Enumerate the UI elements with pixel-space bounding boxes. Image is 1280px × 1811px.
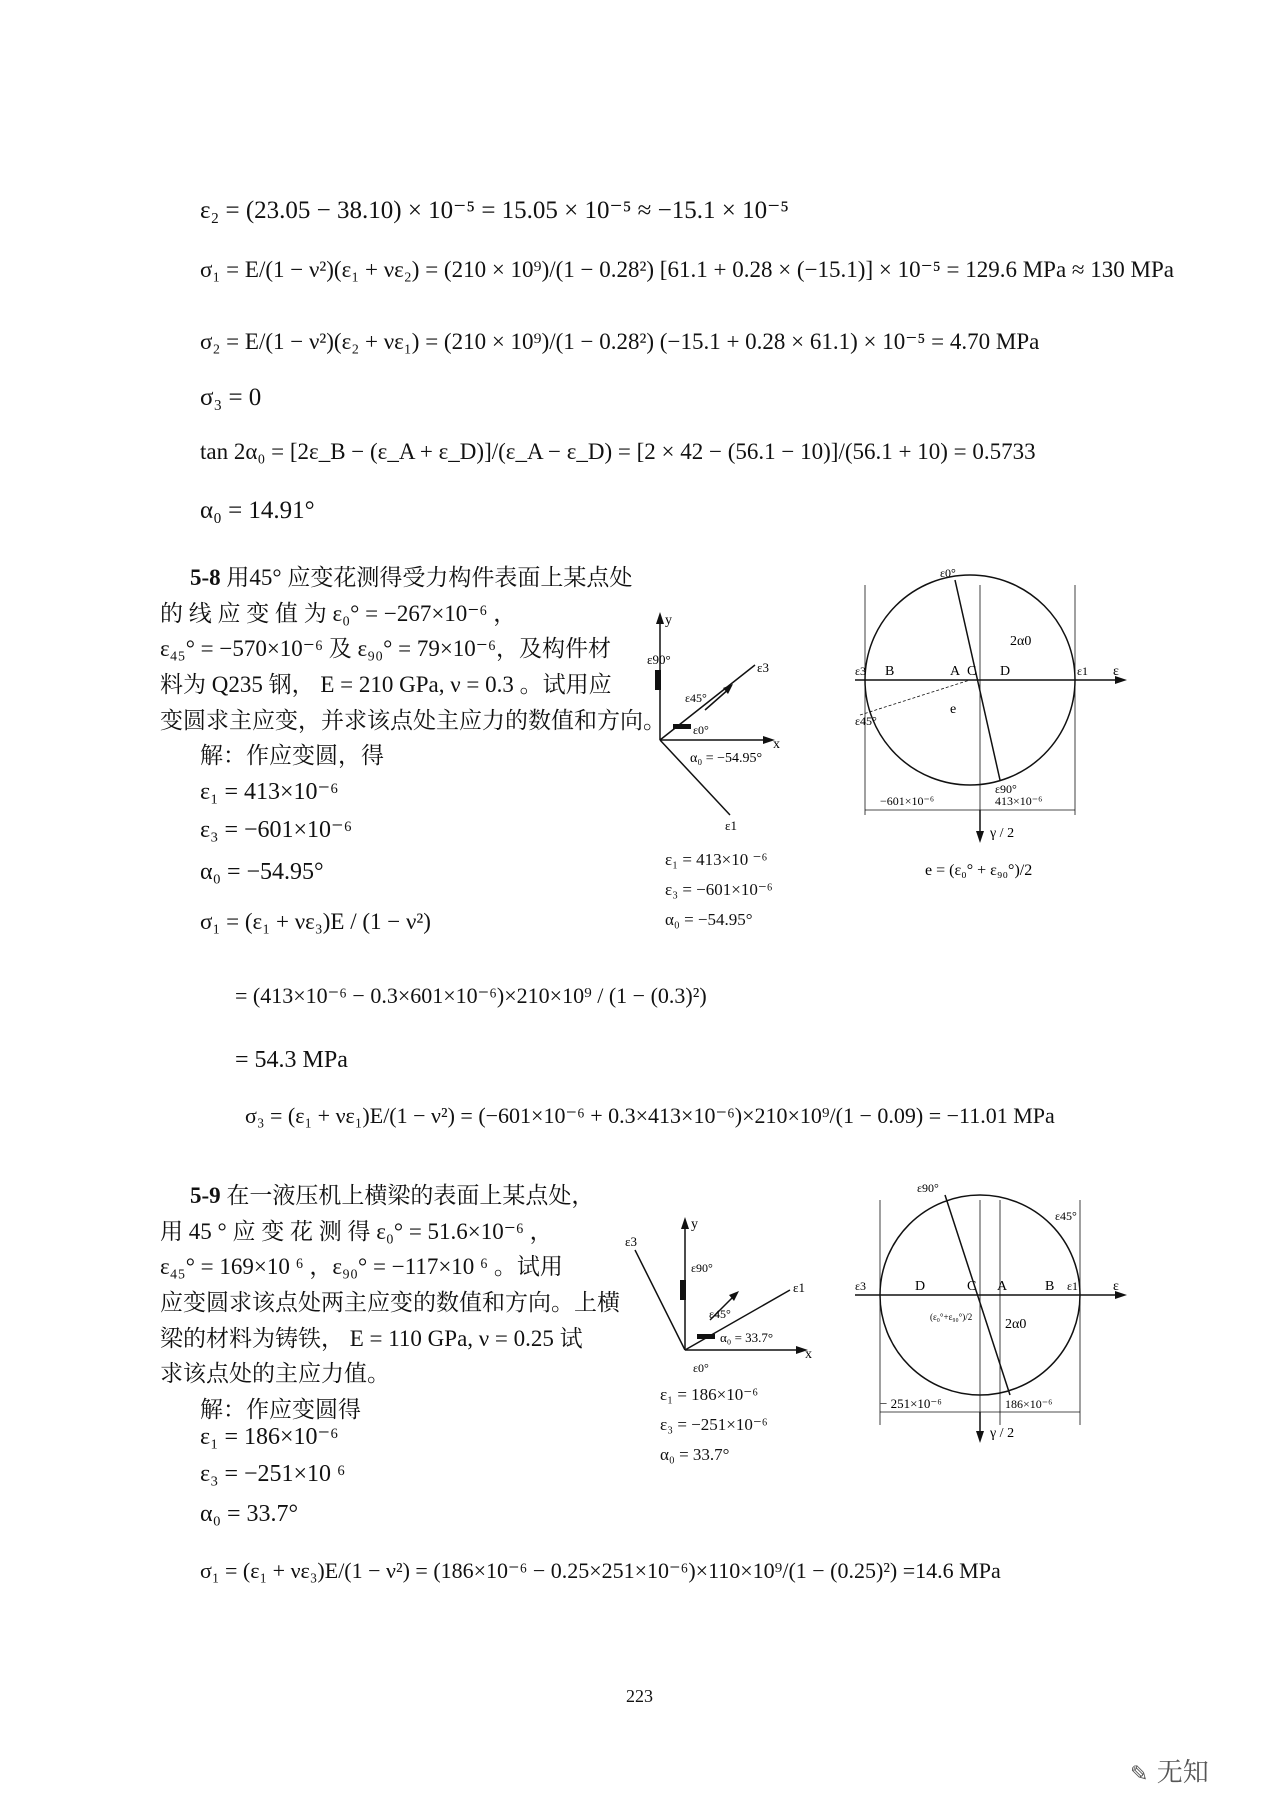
text-line: 在一液压机上横梁的表面上某点处， bbox=[226, 1183, 595, 1208]
label-e45: ε45° bbox=[1055, 1209, 1077, 1223]
label-2alpha: 2α0 bbox=[1005, 1317, 1027, 1332]
e0-gauge bbox=[697, 1334, 715, 1339]
dim-186: 186×10⁻⁶ bbox=[1005, 1397, 1053, 1411]
text-line: 的 线 应 变 值 为 ε₀° = −267×10⁻⁶ ， bbox=[160, 600, 517, 626]
figure-5-9-mohr-circle bbox=[855, 1180, 1135, 1450]
label-e: e bbox=[950, 702, 957, 717]
e90-gauge bbox=[655, 670, 661, 690]
eq-alpha0: α₀ = 14.91° bbox=[200, 497, 315, 524]
label-A: A bbox=[997, 1279, 1008, 1294]
label-gamma: γ / 2 bbox=[990, 826, 1015, 841]
e3-axis bbox=[635, 1250, 685, 1350]
label-e0: ε0° bbox=[940, 566, 956, 580]
sigma1-line: σ₁ = (ε₁ + νε₃)E/(1 − ν²) = (186×10⁻⁶ − 0.25×251×10⁻⁶)×110×10⁹/(1 − (0.25)²) =14.6 MPa bbox=[200, 1558, 1001, 1583]
label-B: B bbox=[885, 664, 895, 679]
sigma1-formula: σ₁ = (ε₁ + νε₃)E / (1 − ν²) bbox=[200, 909, 431, 934]
text-line: 变圆求主应变，并求该点处主应力的数值和方向。 bbox=[160, 707, 666, 733]
text-line: 用45° 应变花测得受力构件表面上某点处 bbox=[226, 565, 633, 590]
page-number: 223 bbox=[626, 1686, 653, 1706]
label-A: A bbox=[950, 664, 961, 679]
e90-gauge bbox=[680, 1280, 686, 1300]
label-e90: ε90° bbox=[691, 1261, 713, 1275]
label-e1: ε1 bbox=[1077, 664, 1089, 678]
text-line: 料为 Q235 钢， E = 210 GPa, ν = 0.3 。试用应 bbox=[160, 671, 612, 697]
eq-sigma3: σ₃ = 0 bbox=[200, 384, 262, 411]
label-C: C bbox=[967, 1279, 977, 1294]
label-epsilon: ε bbox=[1113, 1279, 1119, 1294]
fig-5-9-result-alpha: α₀ = 33.7° bbox=[660, 1445, 730, 1464]
fig-5-8-result-e3: ε₃ = −601×10⁻⁶ bbox=[665, 880, 773, 899]
fig-5-8-result-e1: ε₁ = 413×10 ⁻⁶ bbox=[665, 850, 768, 869]
alpha-label: α₀ = 33.7° bbox=[720, 1330, 774, 1345]
y-arrowhead bbox=[681, 1217, 689, 1229]
problem-number: 5-8 bbox=[190, 565, 221, 590]
eq-epsilon2: ε₂ = (23.05 − 38.10) × 10⁻⁵ = 15.05 × 10⁻⁵ ≈ −15.1 × 10⁻⁵ bbox=[200, 197, 790, 224]
label-e1: ε1 bbox=[793, 1280, 805, 1295]
label-e3: ε3 bbox=[757, 660, 769, 675]
fig-5-9-result-e1: ε₁ = 186×10⁻⁶ bbox=[660, 1385, 759, 1404]
eq-sigma2: σ₂ = E/(1 − ν²)(ε₂ + νε₁) = (210 × 10⁹)/(1 − 0.28²) (−15.1 + 0.28 × 61.1) × 10⁻⁵ = 4.70 MPa bbox=[200, 329, 1040, 354]
sigma1-substitution: = (413×10⁻⁶ − 0.3×601×10⁻⁶)×210×10⁹ / (1 − (0.3)²) bbox=[235, 983, 707, 1008]
label-center-formula: (ε₀°+ε₉₀°)/2 bbox=[930, 1312, 973, 1322]
label-e1: ε1 bbox=[1067, 1279, 1079, 1293]
result-e1: ε₁ = 413×10⁻⁶ bbox=[200, 779, 339, 805]
result-alpha0: α₀ = 33.7° bbox=[200, 1501, 299, 1527]
text-line: 用 45 ° 应 变 花 测 得 ε₀° = 51.6×10⁻⁶ ， bbox=[160, 1218, 553, 1244]
label-e90: ε90° bbox=[647, 652, 671, 667]
text-line: 梁的材料为铸铁， E = 110 GPa, ν = 0.25 试 bbox=[160, 1325, 583, 1351]
solution-label: 解：作应变圆得 bbox=[200, 1396, 361, 1422]
text-line: 求该点处的主应力值。 bbox=[160, 1361, 390, 1387]
label-e3: ε3 bbox=[855, 664, 867, 678]
problem-5-8-statement bbox=[160, 560, 666, 774]
text-line: ε₄₅° = −570×10⁻⁶ 及 ε₉₀° = 79×10⁻⁶，及构件材 bbox=[160, 636, 611, 662]
label-D: D bbox=[1000, 664, 1011, 679]
result-alpha0: α₀ = −54.95° bbox=[200, 859, 324, 885]
label-e90: ε90° bbox=[917, 1181, 939, 1195]
watermark bbox=[1130, 1752, 1209, 1789]
figure-5-8-rosette bbox=[645, 600, 835, 860]
gamma-arrowhead bbox=[976, 831, 984, 843]
label-e45: ε45° bbox=[709, 1307, 731, 1321]
wechat-icon: ✎ bbox=[1130, 1762, 1149, 1787]
result-e1: ε₁ = 186×10⁻⁶ bbox=[200, 1424, 339, 1450]
fig-5-8-result-alpha: α₀ = −54.95° bbox=[665, 910, 753, 929]
label-e45: ε45° bbox=[685, 691, 707, 705]
label-x: x bbox=[805, 1347, 812, 1362]
problem-number: 5-9 bbox=[190, 1183, 221, 1208]
result-e3: ε₃ = −251×10 ⁶ bbox=[200, 1461, 346, 1487]
label-e3: ε3 bbox=[625, 1234, 637, 1249]
label-2alpha: 2α0 bbox=[1010, 634, 1032, 649]
problem-5-9-statement bbox=[160, 1178, 620, 1427]
label-y: y bbox=[665, 613, 672, 628]
y-arrowhead bbox=[656, 612, 664, 624]
result-e3: ε₃ = −601×10⁻⁶ bbox=[200, 817, 353, 843]
label-x: x bbox=[773, 737, 780, 752]
label-e45: ε45° bbox=[855, 714, 877, 728]
label-gamma: γ / 2 bbox=[990, 1426, 1015, 1441]
dim-251: − 251×10⁻⁶ bbox=[880, 1396, 942, 1411]
e0-gauge bbox=[673, 724, 691, 729]
solution-label: 解：作应变圆，得 bbox=[200, 743, 384, 769]
sigma3-line: σ₃ = (ε₁ + νε₁)E/(1 − ν²) = (−601×10⁻⁶ + 0.3×413×10⁻⁶)×210×10⁹/(1 − 0.09) = −11.01 MPa bbox=[245, 1103, 1055, 1128]
label-e0: ε0° bbox=[693, 723, 709, 737]
eq-sigma1: σ₁ = E/(1 − ν²)(ε₁ + νε₂) = (210 × 10⁹)/(1 − 0.28²) [61.1 + 0.28 × (−15.1)] × 10⁻⁵ = 129.6 MPa ≈ 130 MPa bbox=[200, 257, 1174, 282]
label-e0: ε0° bbox=[693, 1361, 709, 1375]
dim-601: −601×10⁻⁶ bbox=[880, 794, 935, 808]
label-e3: ε3 bbox=[855, 1279, 867, 1293]
label-B: B bbox=[1045, 1279, 1055, 1294]
eq-tan-2alpha: tan 2α₀ = [2ε_B − (ε_A + ε_D)]/(ε_A − ε_D) = [2 × 42 − (56.1 − 10)]/(56.1 + 10) = 0.5733 bbox=[200, 439, 1036, 464]
gamma-arrowhead bbox=[976, 1431, 984, 1443]
text-line: ε₄₅° = 169×10 ⁶ ，ε₉₀° = −117×10 ⁶ 。试用 bbox=[160, 1254, 563, 1280]
label-D: D bbox=[915, 1279, 926, 1294]
label-e90: ε90° bbox=[995, 782, 1017, 796]
figure-5-8-mohr-circle bbox=[855, 565, 1135, 905]
sigma1-result: = 54.3 MPa bbox=[235, 1047, 348, 1073]
alpha-label: α₀ = −54.95° bbox=[690, 751, 763, 766]
label-y: y bbox=[691, 1217, 698, 1232]
dim-413: 413×10⁻⁶ bbox=[995, 794, 1043, 808]
label-epsilon: ε bbox=[1113, 664, 1119, 679]
fig-5-9-result-e3: ε₃ = −251×10⁻⁶ bbox=[660, 1415, 768, 1434]
label-C: C bbox=[967, 664, 977, 679]
text-line: 应变圆求该点处两主应变的数值和方向。上横 bbox=[160, 1289, 620, 1315]
e-formula: e = (ε₀° + ε₉₀°)/2 bbox=[925, 862, 1033, 879]
label-e1: ε1 bbox=[725, 818, 737, 833]
watermark-text: 无知 bbox=[1156, 1758, 1209, 1788]
